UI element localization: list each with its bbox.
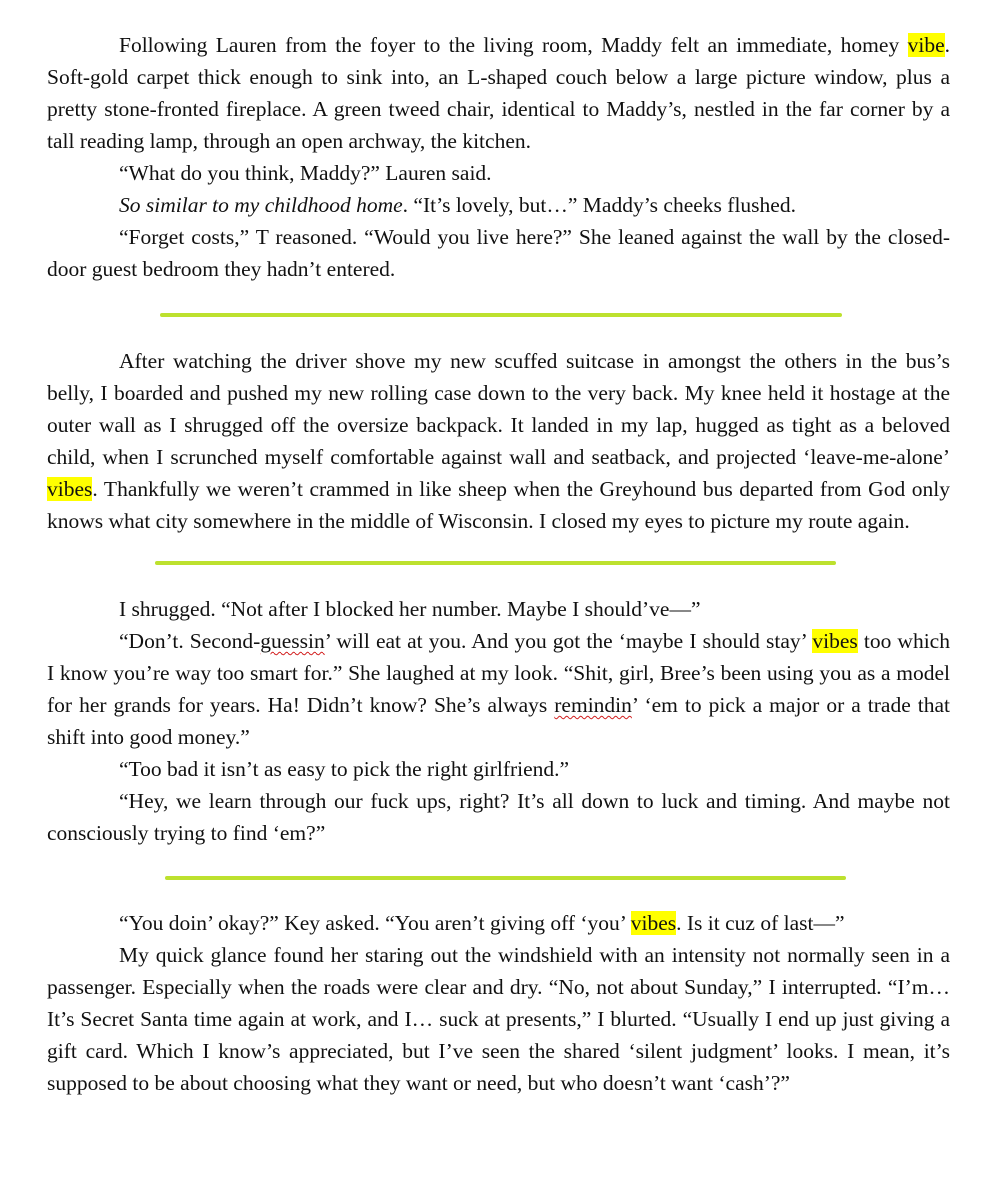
- paragraph: [47, 157, 950, 189]
- italic-thought: So similar to my childhood home: [119, 193, 403, 217]
- section-3: [47, 593, 950, 849]
- section-2: [47, 345, 950, 537]
- paragraph: [47, 189, 950, 221]
- spellcheck-flagged-word: guessin: [260, 629, 325, 653]
- paragraph: [47, 907, 950, 939]
- section-divider: [160, 313, 842, 317]
- highlighted-word: vibes: [630, 911, 677, 935]
- highlighted-word: vibe: [907, 33, 945, 57]
- section-divider: [155, 561, 836, 565]
- text-run: “You doin’ okay?” Key asked. “You aren’t giving off ‘you’: [119, 911, 631, 935]
- section-divider: [165, 876, 846, 880]
- paragraph: [47, 785, 950, 849]
- paragraph: [47, 753, 950, 785]
- text-run: . Soft-gold carpet thick enough to sink into, an L-shaped couch below a large picture window, plus a pretty stone-fronted fireplace. A green tweed chair, identical to Maddy’s, nestled in the far corner by a tall reading lamp, through an open archway, the kitchen.: [47, 33, 950, 153]
- highlighted-word: vibes: [812, 629, 858, 653]
- section-1: [47, 29, 950, 285]
- text-run: ’ will eat at you. And you got the ‘maybe I should stay’: [324, 629, 813, 653]
- text-run: . Thankfully we weren’t crammed in like sheep when the Greyhound bus departed from God only knows what city somewhere in the middle of Wisconsin. I closed my eyes to picture my route again.: [47, 477, 950, 533]
- paragraph: [47, 593, 950, 625]
- spellcheck-flagged-word: remindin: [554, 693, 632, 717]
- paragraph: [47, 345, 950, 537]
- paragraph: [47, 221, 950, 285]
- text-run: “Forget costs,” T reasoned. “Would you live here?” She leaned against the wall by the closed-door guest bedroom they hadn’t entered.: [47, 225, 950, 281]
- text-run: “What do you think, Maddy?” Lauren said.: [119, 161, 492, 185]
- text-run: too which I know you’re way too smart for.” She laughed at my look. “Shit, girl, Bree’s been using you as a model for her grands for years. Ha! Didn’t know? She’s always: [47, 629, 950, 717]
- text-run: Following Lauren from the foyer to the living room, Maddy felt an immediate, homey: [119, 33, 908, 57]
- text-run: “Don’t. Second-: [119, 629, 261, 653]
- paragraph: [47, 625, 950, 753]
- document-page: [47, 29, 950, 1099]
- text-run: I shrugged. “Not after I blocked her number. Maybe I should’ve—”: [119, 597, 701, 621]
- text-run: After watching the driver shove my new scuffed suitcase in amongst the others in the bus’s belly, I boarded and pushed my new rolling case down to the very back. My knee held it hostage at the outer wall as I shrugged off the oversize backpack. It landed in my lap, hugged as tight as a beloved child, when I scrunched myself comfortable against wall and seatback, and projected ‘leave-me-alone’: [47, 349, 950, 469]
- paragraph: [47, 939, 950, 1099]
- text-run: ’ ‘em to pick a major or a trade that shift into good money.”: [47, 693, 950, 749]
- text-run: . Is it cuz of last—”: [676, 911, 845, 935]
- section-4: [47, 907, 950, 1099]
- text-run: . “It’s lovely, but…” Maddy’s cheeks flushed.: [402, 193, 796, 217]
- text-run: “Hey, we learn through our fuck ups, right? It’s all down to luck and timing. And maybe not consciously trying to find ‘em?”: [47, 789, 950, 845]
- highlighted-word: vibes: [47, 477, 93, 501]
- paragraph: [47, 29, 950, 157]
- text-run: My quick glance found her staring out the windshield with an intensity not normally seen in a passenger. Especially when the roads were clear and dry. “No, not about Sunday,” I interrupted. “I’m… It’s Secret Santa time again at work, and I… suck at presents,” I blurted. “Usually I end up just giving a gift card. Which I know’s appreciated, but I’ve seen the shared ‘silent judgment’ looks. I mean, it’s supposed to be about choosing what they want or need, but who doesn’t want ‘cash’?”: [47, 943, 950, 1095]
- text-run: “Too bad it isn’t as easy to pick the right girlfriend.”: [119, 757, 570, 781]
